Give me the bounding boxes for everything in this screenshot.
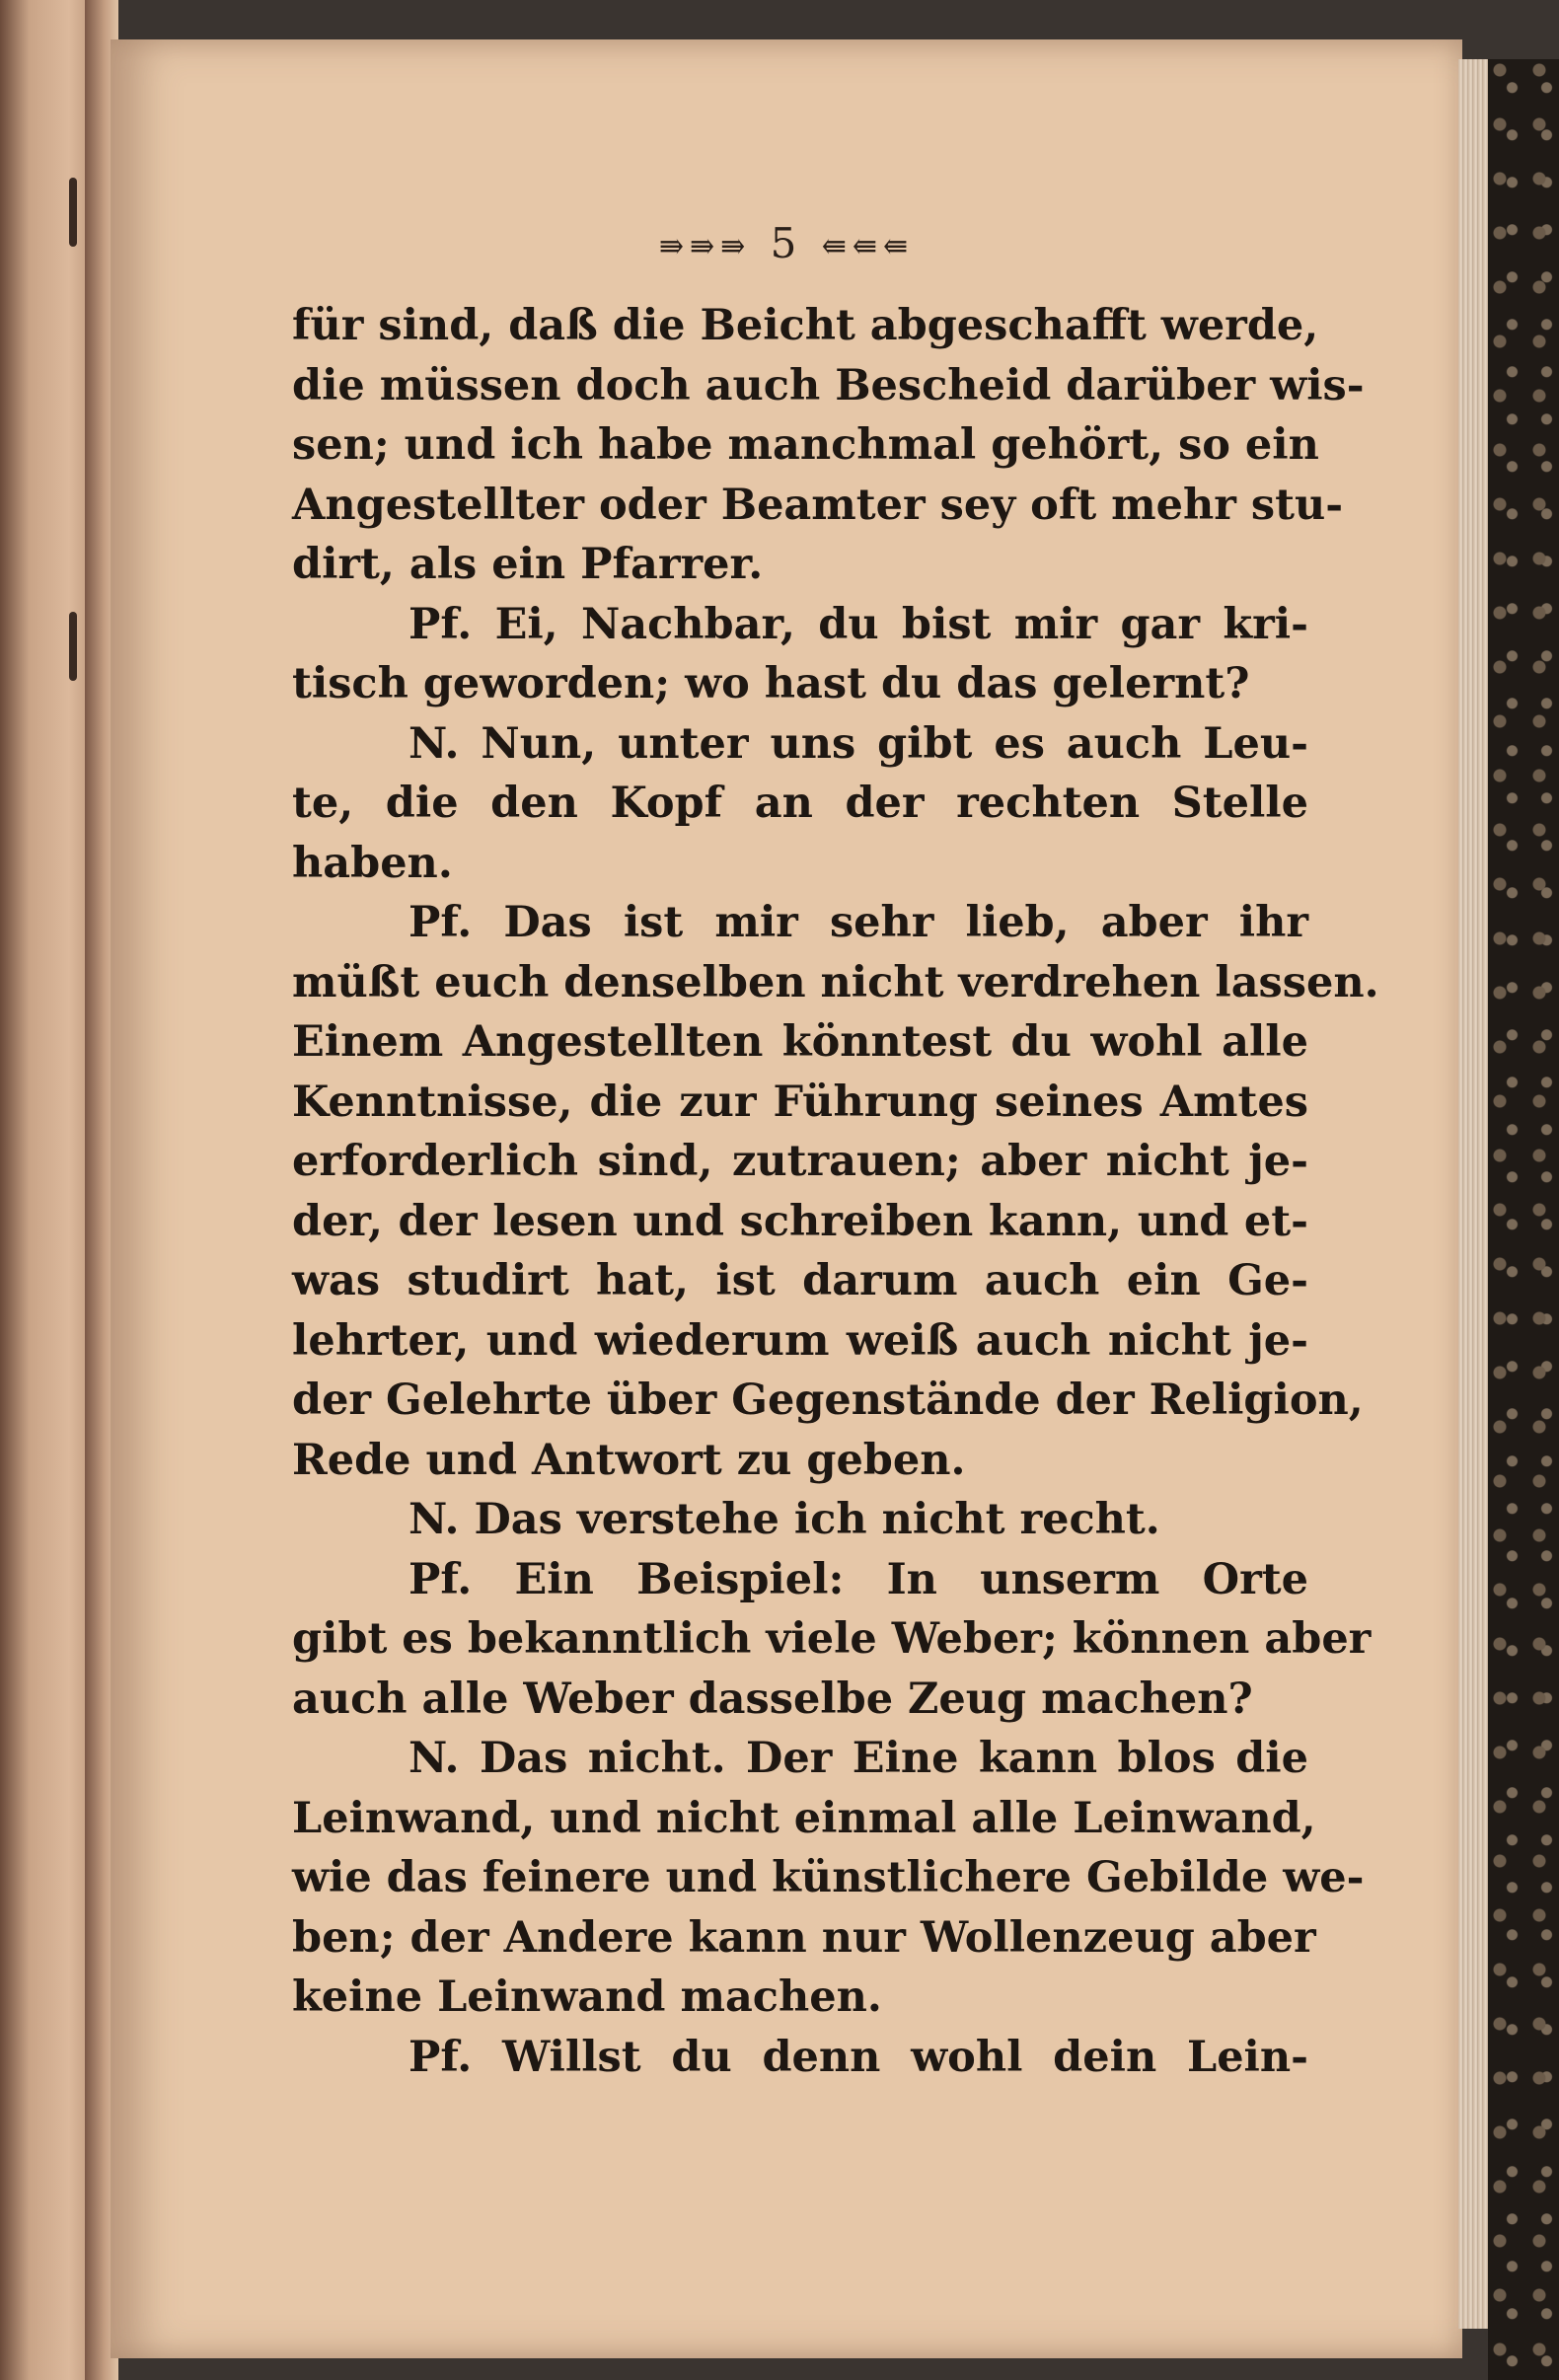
page-number: 5 [770,219,803,267]
text-line: der Gelehrte über Gegenstände der Religion, [292,1376,1364,1425]
text-line: N. Das nicht. Der Eine kann blos die [408,1734,1308,1783]
ornament-right: ⇚⇚⇚ [821,229,915,264]
text-line: der, der lesen und schreiben kann, und et- [292,1196,1308,1246]
text-line: für sind, daß die Beicht abgeschafft werde, [292,301,1319,350]
text-line: die müssen doch auch Bescheid darüber wis- [292,360,1365,410]
text-line: haben. [292,838,453,888]
text-line: Pf. Das ist mir sehr lieb, aber ihr [408,898,1308,947]
text-line: müßt euch denselben nicht verdrehen lassen. [292,957,1379,1007]
text-line: Kenntnisse, die zur Führung seines Amtes [292,1077,1308,1127]
text-line: te, die den Kopf an der rechten Stelle [292,779,1308,828]
page-body [292,296,1379,2087]
text-line: erforderlich sind, zutrauen; aber nicht je- [292,1137,1308,1186]
text-line: N. Nun, unter uns gibt es auch Leu- [408,718,1308,769]
page-edges [1458,59,1488,2329]
text-line: lehrter, und wiederum weiß auch nicht je- [292,1315,1308,1366]
text-line: was studirt hat, ist darum auch ein Ge- [292,1256,1308,1305]
text-line: wie das feinere und künstlichere Gebilde we- [292,1853,1365,1902]
left-page-edge [0,0,99,2380]
marbled-cover [1488,59,1559,2380]
ornament-left: ⇛⇛⇛ [658,229,752,264]
text-line: keine Leinwand machen. [292,1972,882,2022]
text-line: tisch geworden; wo hast du das gelernt? [292,659,1250,708]
binding-stitch [69,178,77,247]
text-line: Pf. Ei, Nachbar, du bist mir gar kri- [408,599,1308,649]
text-line: auch alle Weber dasselbe Zeug machen? [292,1673,1253,1724]
text-line: gibt es bekanntlich viele Weber; können aber [292,1614,1372,1664]
text-line: dirt, als ein Pfarrer. [292,540,764,589]
running-head [111,219,1462,267]
text-line: Einem Angestellten könntest du wohl alle [292,1017,1308,1067]
text-line: Angestellter oder Beamter sey oft mehr stu- [292,480,1344,530]
text-line: ben; der Andere kann nur Wollenzeug aber [292,1912,1316,1963]
text-line: N. Das verstehe ich nicht recht. [408,1495,1160,1544]
text-line: Leinwand, und nicht einmal alle Leinwand, [292,1793,1316,1843]
text-line: Pf. Willst du denn wohl dein Lein- [408,2032,1308,2082]
text-line: sen; und ich habe manchmal gehört, so ein [292,420,1319,470]
binding-stitch [69,612,77,681]
text-line: Pf. Ein Beispiel: In unserm Orte [408,1554,1308,1604]
text-line: Rede und Antwort zu geben. [292,1435,966,1485]
